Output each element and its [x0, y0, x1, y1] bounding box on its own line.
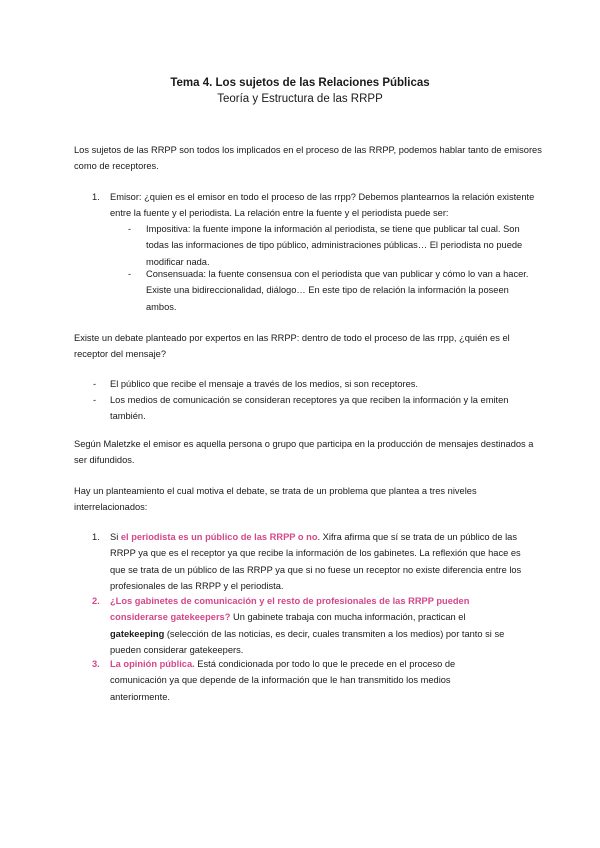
- subitem-consensuada: Consensuada: la fuente consensua con el periodista que van publicar y cómo lo van a hacer. Existe una bidireccionalidad, diálogo… En este tipo de relación la información la poseen ambos.: [146, 269, 529, 312]
- receptor-item-publico: El público que recibe el mensaje a través de los medios, si son receptores.: [110, 379, 418, 389]
- debate-paragraph: Existe un debate planteado por expertos en las RRPP: dentro de todo el proceso de las rrpp, ¿quién es el receptor del mensaje?: [74, 333, 510, 360]
- list-number: 1.: [92, 532, 100, 542]
- receptor-item-medios: Los medios de comunicación se consideran receptores ya que reciben la información y la emiten también.: [110, 395, 509, 422]
- level-item-gatekeepers: [110, 593, 512, 659]
- intro-paragraph: Los sujetos de las RRPP son todos los implicados en el proceso de las RRPP, podemos hablar tanto de emisores como de receptores.: [74, 145, 542, 172]
- list-dash: -: [93, 379, 97, 389]
- list-number: 1.: [92, 192, 100, 202]
- planteamiento-paragraph: Hay un planteamiento el cual motiva el debate, se trata de un problema que plantea a tres niveles interrelacionados:: [74, 486, 477, 513]
- title-block: [0, 76, 600, 107]
- level-highlight: el periodista es un público de las RRPP o no: [120, 532, 318, 542]
- subitem-impositiva: Impositiva: la fuente impone la información al periodista, se tiene que publicar tal cual. Son todas las informaciones de tipo público, administraciones públicas… El periodista no puede modificar nada.: [146, 224, 523, 267]
- level-bold-term: gatekeeping: [110, 628, 165, 639]
- list-dash: -: [128, 224, 132, 234]
- level-text: . Xifra afirma que sí se trata de un público de las RRPP ya que es el receptor ya que recibe la información de los gabinetes. La reflexión que hace es que se trata de un público de las RRPP ya que si no fuese un receptor no existe diferencia entre los profesionales de las RRPP y el periodista.: [110, 532, 522, 592]
- level-highlight: ¿Los gabinetes de comunicación y el resto de profesionales de las RRPP pueden considerarse gatekeepers?: [110, 596, 470, 623]
- level-prefix: Si: [110, 532, 121, 542]
- list-number: 2.: [92, 596, 100, 606]
- level-highlight: La opinión pública.: [110, 659, 195, 669]
- list-number: 3.: [92, 659, 100, 669]
- list-item-emisor: Emisor: ¿quien es el emisor en todo el proceso de las rrpp? Debemos plantearnos la relación existente entre la fuente y el periodista. La relación entre la fuente y el periodista puede ser:: [110, 192, 535, 219]
- list-dash: -: [93, 395, 97, 405]
- level-item-periodista: [110, 529, 530, 595]
- level-item-opinion: [110, 656, 500, 705]
- page-subtitle: Teoría y Estructura de las RRPP: [217, 93, 383, 105]
- level-text: Está condicionada por todo lo que le precede en el proceso de comunicación ya que depende de la información que le han transmitido los medios anteriormente.: [110, 659, 456, 702]
- list-dash: -: [128, 269, 132, 279]
- level-text: Un gabinete trabaja con mucha información, practican el: [230, 612, 466, 623]
- page-title: Tema 4. Los sujetos de las Relaciones Públicas: [170, 77, 430, 89]
- maletzke-paragraph: Según Maletzke el emisor es aquella persona o grupo que participa en la producción de mensajes destinados a ser difundidos.: [74, 439, 534, 466]
- level-text: (selección de las noticias, es decir, cuales transmiten a los medios) por tanto si se pueden considerar gatekeepers.: [110, 628, 505, 656]
